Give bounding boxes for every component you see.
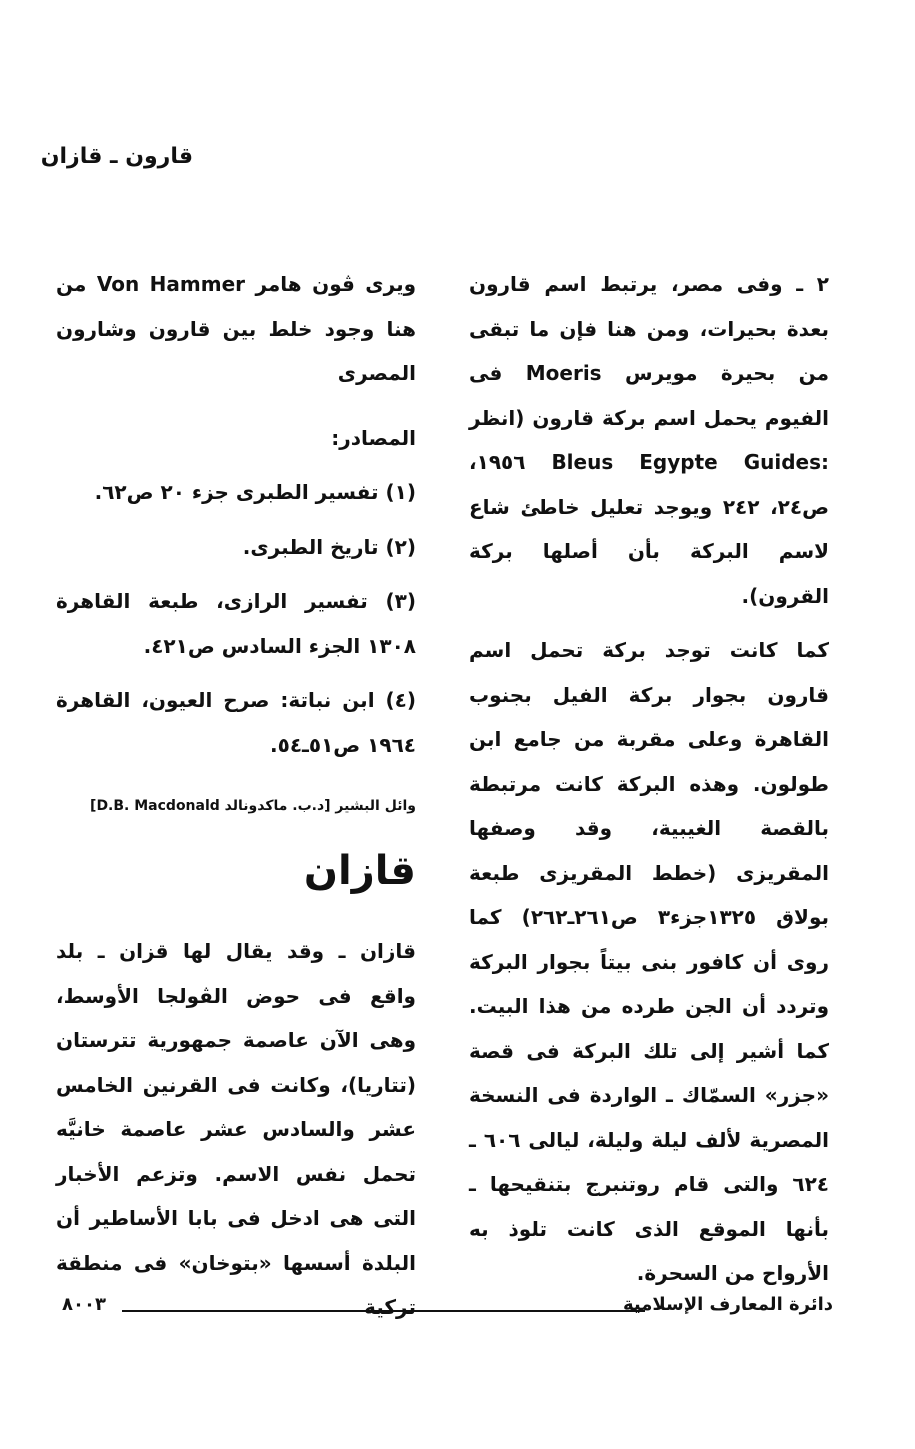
right-column — [469, 262, 829, 1296]
source-item: (١) تفسير الطبرى جزء ٢٠ ص٦٢. — [94, 480, 416, 504]
paragraph: ٢ ـ وفى مصر، يرتبط اسم قارون بعدة بحيرات، ومن هنا فإن ما تبقى من بحيرة مويرس Moeris فى الفيوم يحمل اسم بركة قارون (انظر :Bleus Egypte Guides ١٩٥٦، ص٢٤، ٢٤٢ ويوجد تعليل خاطئ شاع لاسم البركة بأن أصلها بركة القرون). — [469, 272, 830, 608]
page-header: قارون ـ قازان — [40, 144, 193, 169]
source-item: (٤) ابن نباتة: صرح العيون، القاهرة ١٩٦٤ ص٥١ـ٥٤. — [56, 688, 416, 757]
page-footer — [62, 1294, 833, 1324]
footer-rule — [122, 1310, 645, 1312]
paragraph: ويرى ڤون هامر Von Hammer من هنا وجود خلط بين قارون وشارون المصرى — [56, 272, 417, 385]
sources-heading: المصادر: — [331, 425, 416, 450]
page-number: ٨٠٠٣ — [62, 1294, 106, 1315]
paragraph: قازان ـ وقد يقال لها قزان ـ بلد واقع فى حوض الڤولجا الأوسط، وهى الآن عاصمة جمهورية تترستان (تتاريا)، وكانت فى القرنين الخامس عشر والسادس عشر عاصمة خانيَّه تحمل نفس الاسم. وتزعم الأخبار التى هى ادخل فى بابا الأساطير أن البلدة أسسها «بتوخان» فى منطقة تركية — [56, 939, 416, 1319]
left-column — [56, 262, 416, 1330]
author-signature: وائل البشير [د.ب. ماكدونالد D.B. Macdonald] — [90, 798, 416, 814]
source-item: (٢) تاريخ الطبرى. — [242, 534, 416, 559]
paragraph: كما كانت توجد بركة تحمل اسم قارون بجوار بركة الفيل بجنوب القاهرة وعلى مقربة من جامع ابن طولون. وهذه البركة كانت مرتبطة بالقصة الغيبية، وقد وصفها المقريزى (خطط المقريزى طبعة بولاق ١٣٢٥جزء٣ ص٢٦١ـ٢٦٢) كما روى أن كافور بنى بيتاً بجوار البركة وتردد أن الجن طرده من هذا البيت. كما أشير إلى تلك البركة فى قصة «جزر» السمّاك ـ الواردة فى النسخة المصرية لألف ليلة وليلة، ليالى ٦٠٦ ـ ٦٢٤ والتى قام روتنبرج بتنقيحها ـ بأنها الموقع الذى كانت تلوذ به الأرواح من السحرة. — [469, 638, 829, 1285]
source-item: (٣) تفسير الرازى، طبعة القاهرة ١٣٠٨ الجزء السادس ص٤٢١. — [56, 589, 416, 658]
entry-title: قازان — [303, 848, 416, 894]
footer-title: دائرة المعارف الإسلامية — [622, 1294, 833, 1315]
